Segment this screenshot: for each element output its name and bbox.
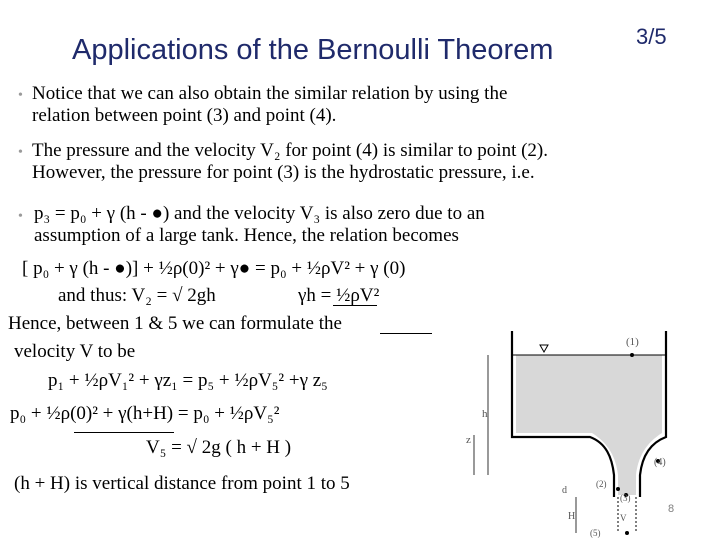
label-z: z — [466, 434, 471, 446]
slide-title-text: Applications of the Bernoulli Theorem — [72, 34, 554, 66]
slide-title-superscript: 3/5 — [636, 24, 667, 49]
label-point-2: (2) — [596, 479, 607, 489]
slide-title — [72, 24, 667, 67]
text-distance: (h + H) is vertical distance from point 1 to 5 — [14, 473, 350, 494]
bullet-2-line-1: The pressure and the velocity V₂ for point (4) is similar to point (2). — [32, 140, 548, 161]
bullet-1-line-2: relation between point (3) and point (4). — [32, 105, 337, 126]
equation-v2: and thus: V₂ = √ 2gh — [58, 285, 216, 306]
equation-bernoulli-1-5: p₁ + ½ρV₁² + γz₁ = p₅ + ½ρV₅² +γ z₅ — [48, 370, 328, 391]
bullet-3-line-1: p₃ = p₀ + γ (h - ●) and the velocity V₃ is also zero due to an — [34, 203, 485, 224]
equation-v5: V₅ = √ 2g ( h + H ) — [146, 437, 292, 458]
label-point-3: (3) — [620, 493, 631, 503]
bullet-marker: • — [18, 88, 23, 103]
point-1-marker — [630, 353, 634, 357]
free-surface-marker-icon — [540, 345, 548, 352]
equation-substituted: p₀ + ½ρ(0)² + γ(h+H) = p₀ + ½ρV₅² — [10, 403, 280, 424]
underline-rule — [380, 333, 432, 334]
label-point-1: (1) — [626, 336, 639, 348]
label-point-4: (4) — [654, 457, 666, 468]
bullet-marker: • — [18, 209, 23, 224]
bullet-marker: • — [18, 145, 23, 160]
page-number: 8 — [668, 503, 675, 515]
underline-rule — [333, 305, 377, 306]
tank-figure — [460, 325, 720, 540]
text-hence: Hence, between 1 & 5 we can formulate the — [8, 313, 342, 334]
label-h: h — [482, 408, 488, 420]
label-d: d — [562, 485, 567, 496]
bullet-1-line-1: Notice that we can also obtain the similar relation by using the — [32, 83, 508, 104]
bullet-3-line-2: assumption of a large tank. Hence, the relation becomes — [34, 225, 459, 246]
point-5-marker — [625, 531, 629, 535]
equation-gamma-h: γh = ½ρV² — [298, 285, 380, 306]
label-H: H — [568, 511, 576, 522]
equation-hydrostatic: [ p₀ + γ (h - ●)] + ½ρ(0)² + γ● = p₀ + ½ρV² + γ (0) — [22, 258, 406, 279]
underline-rule — [74, 432, 174, 433]
label-point-5: (5) — [590, 528, 601, 538]
point-2-marker — [616, 487, 620, 491]
label-V: V — [620, 513, 627, 523]
bullet-2-line-2: However, the pressure for point (3) is the hydrostatic pressure, i.e. — [32, 162, 535, 183]
text-velocity: velocity V to be — [14, 341, 136, 362]
